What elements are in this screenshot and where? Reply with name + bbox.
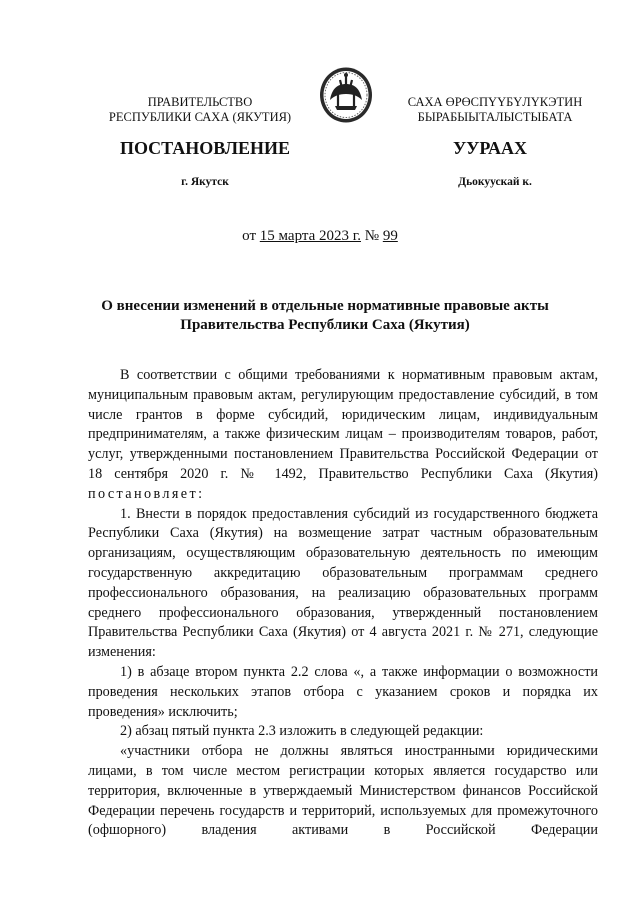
header-left-line2: РЕСПУБЛИКИ САХА (ЯКУТИЯ) — [108, 110, 292, 124]
header-right-line1: САХА ӨРӨСПҮҮБҮЛҮКЭТИН — [407, 95, 583, 109]
document-body — [88, 366, 598, 841]
order-number-sign: № — [364, 228, 380, 244]
document-title — [95, 297, 555, 335]
preamble-text: В соответствии с общими требованиями к нормативным правовым актам, муниципальным правовым актам, регулирующим предоставление субсидий, в том числе грантов в форме субсидий, юридическим лицам, индивидуальным предпринимателям, а также физическим лицам – производителям товаров, работ, услуг, утвержденными постановлением Правительства Российской Федерации от 18 сентября 2020 г. № 1492, Правительство Республики Саха (Якутия) — [88, 367, 598, 482]
coat-of-arms-icon — [318, 66, 374, 124]
document-title-line2: Правительства Республики Саха (Якутия) — [180, 317, 470, 333]
header-right-line2: БЫРАБЫЫТАЛЫСТЫБАТА — [417, 110, 573, 124]
title-left: ПОСТАНОВЛЕНИЕ — [119, 138, 291, 158]
preamble-resolves: постановляет: — [88, 485, 205, 502]
city-left: г. Якутск — [181, 176, 229, 188]
order-number: 99 — [382, 228, 398, 244]
header-left-line1: ПРАВИТЕЛЬСТВО — [147, 95, 253, 109]
paragraph-quote: «участники отбора не должны являться иностранными юридическими лицами, в том числе местом регистрации которых является государство или территория, включенные в утверждаемый Министерством финансов Российской Федерации перечень государств и территорий, используемых для промежуточного (офшорного) владения активами в Российской Федерации — [88, 743, 598, 839]
city-right: Дьокуускай к. — [458, 176, 532, 188]
title-right: УУРААХ — [452, 138, 528, 158]
order-prefix: от — [242, 228, 257, 244]
order-date: 15 марта 2023 г. — [259, 228, 361, 244]
paragraph-subitem-2: 2) абзац пятый пункта 2.3 изложить в следующей редакции: — [120, 723, 484, 740]
header-left — [100, 95, 300, 125]
paragraph-item-1: 1. Внести в порядок предоставления субсидий из государственного бюджета Республики Саха (Якутия) на возмещение затрат частным образовательным организациям, осуществляющим образовательную деятельность по имеющим государственную аккредитацию образовательным программам среднего профессионального образования, на реализацию образовательных программ среднего профессионального образования, утвержденный постановлением Правительства Республики Саха (Якутия) от 4 августа 2021 г. № 271, следующие изменения: — [88, 505, 598, 661]
paragraph-subitem-1: 1) в абзаце втором пункта 2.2 слова «, а также информации о возможности проведения нескольких этапов отбора с указанием сроков и порядка их проведения» исключить; — [88, 663, 598, 720]
header-right — [395, 95, 595, 125]
paragraph-preamble — [88, 366, 598, 505]
document-title-line1: О внесении изменений в отдельные нормативные правовые акты — [101, 298, 549, 314]
order-line — [0, 228, 640, 245]
